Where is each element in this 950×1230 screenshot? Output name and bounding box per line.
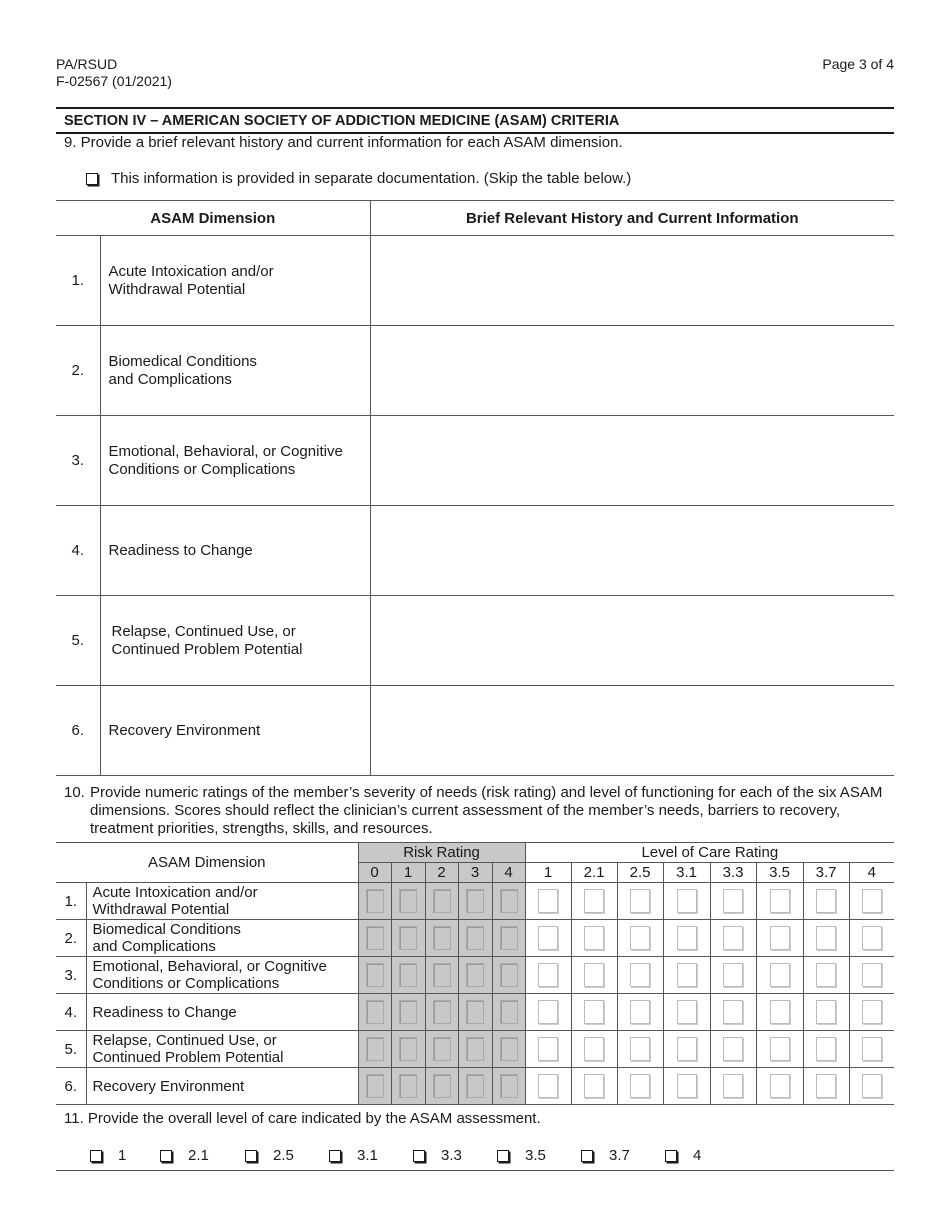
loc-rating-checkbox[interactable] [723,1074,743,1098]
loc-rating-checkbox[interactable] [770,889,790,913]
loc-rating-cell [756,994,803,1031]
loc-col-header: 4 [849,863,894,883]
dimension-label: Emotional, Behavioral, or Cognitive Conditions or Complications [86,957,358,994]
table-row [56,1068,894,1105]
loc-rating-checkbox[interactable] [816,1000,836,1024]
loc-rating-cell [849,883,894,920]
loc-rating-checkbox[interactable] [538,1074,558,1098]
risk-rating-cell [458,1068,492,1105]
col-history: Brief Relevant History and Current Information [370,201,894,236]
risk-rating-checkbox[interactable] [466,1074,484,1098]
risk-rating-cell [425,920,458,957]
risk-rating-cell [391,994,425,1031]
asam-history-table [56,200,894,776]
loc-rating-checkbox[interactable] [862,926,882,950]
loc-rating-checkbox[interactable] [677,926,697,950]
risk-col-header: 0 [358,863,391,883]
overall-loc-option[interactable] [329,1147,413,1164]
loc-col-header: 3.1 [663,863,710,883]
loc-rating-checkbox[interactable] [723,889,743,913]
risk-rating-checkbox[interactable] [399,1074,417,1098]
loc-rating-cell [525,957,571,994]
dimension-label: Recovery Environment [86,1068,358,1105]
risk-rating-cell [358,1068,391,1105]
loc-rating-cell [571,1031,617,1068]
loc-rating-cell [756,1031,803,1068]
history-input-dim2[interactable] [370,326,894,416]
risk-rating-checkbox[interactable] [500,889,518,913]
loc-rating-cell [663,883,710,920]
loc-rating-cell [663,1031,710,1068]
loc-rating-cell [663,957,710,994]
overall-loc-label: 2.5 [273,1147,294,1164]
loc-rating-cell [756,957,803,994]
loc-rating-checkbox[interactable] [538,963,558,987]
loc-rating-checkbox[interactable] [630,1074,650,1098]
loc-rating-checkbox[interactable] [816,963,836,987]
row-number: 3. [56,957,86,994]
skip-table-checkbox[interactable] [86,173,98,185]
loc-col-header: 2.1 [571,863,617,883]
overall-loc-checkbox[interactable] [329,1150,341,1162]
risk-rating-cell [492,1068,525,1105]
risk-rating-cell [425,883,458,920]
risk-rating-cell [358,994,391,1031]
risk-rating-cell [391,1068,425,1105]
loc-rating-checkbox[interactable] [584,1037,604,1061]
table-row [56,920,894,957]
loc-rating-cell [525,883,571,920]
overall-loc-checkbox[interactable] [581,1150,593,1162]
loc-col-header: 2.5 [617,863,663,883]
question-10: 10. Provide numeric ratings of the member’s severity of needs (risk rating) and level of functioning for each of the six ASAM dimensions. Scores should reflect the clinician’s current assessment of the member’s needs, barriers to recovery, treatment priorities, strengths, skills, and resources. [64,784,883,837]
loc-rating-checkbox[interactable] [816,889,836,913]
row-number: 2. [56,920,86,957]
loc-rating-cell [849,1068,894,1105]
loc-rating-checkbox[interactable] [677,1000,697,1024]
loc-rating-cell [525,1031,571,1068]
loc-rating-cell [803,883,849,920]
loc-rating-cell [710,883,756,920]
risk-rating-checkbox[interactable] [466,1000,484,1024]
table-row [56,994,894,1031]
loc-rating-checkbox[interactable] [723,926,743,950]
risk-rating-cell [458,957,492,994]
risk-rating-checkbox[interactable] [433,926,451,950]
overall-loc-label: 1 [118,1147,127,1164]
table-row [56,1031,894,1068]
overall-loc-label: 3.1 [357,1147,378,1164]
overall-loc-option[interactable] [245,1147,329,1164]
risk-rating-cell [391,957,425,994]
overall-loc-option[interactable] [413,1147,497,1164]
question-9: 9. Provide a brief relevant history and current information for each ASAM dimension. [64,134,623,151]
loc-rating-cell [803,920,849,957]
risk-rating-checkbox[interactable] [399,963,417,987]
risk-rating-cell [492,957,525,994]
risk-rating-checkbox[interactable] [500,1000,518,1024]
loc-rating-cell [803,1031,849,1068]
row-number: 1. [56,236,100,326]
form-program: PA/RSUD [56,56,118,72]
risk-rating-checkbox[interactable] [366,1000,384,1024]
overall-loc-label: 3.7 [609,1147,630,1164]
loc-rating-checkbox[interactable] [862,1074,882,1098]
risk-rating-checkbox[interactable] [366,1037,384,1061]
loc-rating-checkbox[interactable] [723,1037,743,1061]
loc-rating-checkbox[interactable] [584,1000,604,1024]
risk-rating-cell [391,883,425,920]
risk-rating-cell [492,920,525,957]
loc-rating-cell [617,994,663,1031]
risk-rating-checkbox[interactable] [433,1000,451,1024]
history-input-dim6[interactable] [370,686,894,776]
overall-loc-label: 3.5 [525,1147,546,1164]
risk-rating-cell [458,883,492,920]
overall-loc-option[interactable] [581,1147,665,1164]
loc-rating-cell [849,920,894,957]
loc-rating-checkbox[interactable] [677,1037,697,1061]
loc-rating-checkbox[interactable] [584,926,604,950]
risk-rating-checkbox[interactable] [366,926,384,950]
loc-rating-cell [525,1068,571,1105]
loc-rating-cell [756,883,803,920]
loc-rating-checkbox[interactable] [630,963,650,987]
overall-loc-checkbox[interactable] [497,1150,509,1162]
dimension-label: Relapse, Continued Use, or Continued Problem Potential [86,1031,358,1068]
risk-col-header: 3 [458,863,492,883]
risk-rating-cell [391,1031,425,1068]
overall-loc-checkbox[interactable] [160,1150,172,1162]
asam-rating-table [56,842,894,1105]
risk-col-header: 2 [425,863,458,883]
risk-rating-cell [492,994,525,1031]
overall-loc-option[interactable] [90,1147,160,1164]
overall-loc-checkbox[interactable] [665,1150,677,1162]
loc-rating-checkbox[interactable] [584,1074,604,1098]
overall-loc-label: 4 [693,1147,702,1164]
loc-rating-cell [617,1031,663,1068]
risk-rating-checkbox[interactable] [433,1037,451,1061]
question-11: 11. Provide the overall level of care indicated by the ASAM assessment. [64,1110,541,1127]
overall-loc-option[interactable] [665,1147,725,1164]
loc-rating-checkbox[interactable] [538,1037,558,1061]
risk-rating-cell [458,1031,492,1068]
dimension-label: Acute Intoxication and/or Withdrawal Potential [86,883,358,920]
table-row [56,957,894,994]
loc-rating-cell [710,1068,756,1105]
risk-rating-checkbox[interactable] [366,1074,384,1098]
bottom-divider [56,1170,894,1171]
overall-loc-checkbox[interactable] [90,1150,102,1162]
row-number: 6. [56,1068,86,1105]
loc-rating-cell [710,957,756,994]
risk-rating-checkbox[interactable] [466,963,484,987]
page-number: Page 3 of 4 [822,56,894,72]
risk-rating-cell [358,920,391,957]
loc-rating-cell [617,920,663,957]
loc-rating-cell [617,883,663,920]
dimension-label: Relapse, Continued Use, or Continued Problem Potential [100,596,370,686]
table-row [56,596,894,686]
loc-rating-checkbox[interactable] [862,1000,882,1024]
risk-rating-checkbox[interactable] [500,926,518,950]
loc-rating-checkbox[interactable] [538,1000,558,1024]
risk-rating-checkbox[interactable] [466,926,484,950]
loc-rating-checkbox[interactable] [770,963,790,987]
dimension-label: Recovery Environment [100,686,370,776]
skip-table-option[interactable] [86,170,631,187]
loc-rating-checkbox[interactable] [723,963,743,987]
table-row [56,416,894,506]
row-number: 2. [56,326,100,416]
loc-rating-checkbox[interactable] [538,889,558,913]
loc-rating-cell [849,957,894,994]
dimension-label: Readiness to Change [100,506,370,596]
risk-rating-cell [492,883,525,920]
overall-loc-option[interactable] [497,1147,581,1164]
risk-rating-cell [425,1068,458,1105]
row-number: 4. [56,506,100,596]
loc-rating-checkbox[interactable] [584,963,604,987]
risk-rating-checkbox[interactable] [399,1037,417,1061]
risk-rating-cell [358,883,391,920]
table-row [56,326,894,416]
loc-rating-cell [663,994,710,1031]
risk-rating-checkbox[interactable] [500,1074,518,1098]
risk-rating-checkbox[interactable] [399,1000,417,1024]
loc-rating-cell [710,994,756,1031]
loc-rating-cell [571,1068,617,1105]
loc-rating-cell [803,1068,849,1105]
loc-rating-checkbox[interactable] [677,963,697,987]
loc-rating-checkbox[interactable] [538,926,558,950]
risk-rating-checkbox[interactable] [433,963,451,987]
risk-rating-cell [458,994,492,1031]
section-title: SECTION IV – AMERICAN SOCIETY OF ADDICTION MEDICINE (ASAM) CRITERIA [56,107,894,134]
loc-rating-cell [571,920,617,957]
loc-rating-cell [803,994,849,1031]
row-number: 3. [56,416,100,506]
loc-rating-cell [710,1031,756,1068]
risk-rating-cell [492,1031,525,1068]
loc-rating-cell [571,883,617,920]
loc-col-header: 3.3 [710,863,756,883]
table-row [56,236,894,326]
row-number: 5. [56,596,100,686]
risk-col-header: 1 [391,863,425,883]
risk-rating-checkbox[interactable] [433,1074,451,1098]
loc-col-header: 1 [525,863,571,883]
loc-rating-cell [571,994,617,1031]
loc-rating-checkbox[interactable] [770,926,790,950]
loc-rating-checkbox[interactable] [584,889,604,913]
loc-rating-checkbox[interactable] [677,1074,697,1098]
loc-rating-cell [849,1031,894,1068]
risk-rating-cell [425,1031,458,1068]
loc-rating-cell [525,994,571,1031]
loc-rating-cell [849,994,894,1031]
level-of-care-header: Level of Care Rating [525,843,894,863]
form-number: F-02567 (01/2021) [56,73,172,89]
risk-rating-checkbox[interactable] [433,889,451,913]
overall-loc-label: 3.3 [441,1147,462,1164]
col-asam-dimension: ASAM Dimension [56,843,358,883]
loc-rating-cell [617,957,663,994]
loc-rating-cell [710,920,756,957]
overall-loc-label: 2.1 [188,1147,209,1164]
risk-rating-checkbox[interactable] [366,889,384,913]
dimension-label: Biomedical Conditions and Complications [86,920,358,957]
loc-rating-checkbox[interactable] [630,1000,650,1024]
loc-rating-cell [525,920,571,957]
loc-rating-checkbox[interactable] [630,1037,650,1061]
table-row [56,883,894,920]
loc-rating-cell [756,1068,803,1105]
loc-rating-checkbox[interactable] [630,889,650,913]
overall-loc-checkbox[interactable] [413,1150,425,1162]
risk-rating-cell [391,920,425,957]
loc-rating-cell [663,920,710,957]
row-number: 6. [56,686,100,776]
loc-rating-checkbox[interactable] [862,963,882,987]
history-input-dim1[interactable] [370,236,894,326]
table-row [56,686,894,776]
form-id-block [56,56,172,90]
loc-rating-checkbox[interactable] [770,1037,790,1061]
dimension-label: Biomedical Conditions and Complications [100,326,370,416]
loc-rating-cell [571,957,617,994]
loc-rating-cell [617,1068,663,1105]
dimension-label: Acute Intoxication and/or Withdrawal Potential [100,236,370,326]
risk-rating-cell [425,994,458,1031]
loc-col-header: 3.7 [803,863,849,883]
risk-rating-checkbox[interactable] [366,963,384,987]
risk-rating-cell [358,957,391,994]
loc-rating-checkbox[interactable] [816,1074,836,1098]
overall-loc-checkbox[interactable] [245,1150,257,1162]
row-number: 5. [56,1031,86,1068]
loc-rating-checkbox[interactable] [630,926,650,950]
risk-rating-cell [425,957,458,994]
dimension-label: Emotional, Behavioral, or Cognitive Conditions or Complications [100,416,370,506]
row-number: 4. [56,994,86,1031]
loc-rating-checkbox[interactable] [816,926,836,950]
risk-rating-checkbox[interactable] [500,1037,518,1061]
loc-rating-cell [663,1068,710,1105]
history-input-dim5[interactable] [370,596,894,686]
risk-rating-checkbox[interactable] [399,926,417,950]
risk-rating-checkbox[interactable] [500,963,518,987]
risk-col-header: 4 [492,863,525,883]
dimension-label: Readiness to Change [86,994,358,1031]
loc-rating-checkbox[interactable] [677,889,697,913]
loc-rating-checkbox[interactable] [770,1074,790,1098]
row-number: 1. [56,883,86,920]
table-row [56,506,894,596]
loc-rating-checkbox[interactable] [816,1037,836,1061]
loc-col-header: 3.5 [756,863,803,883]
history-input-dim3[interactable] [370,416,894,506]
risk-rating-header: Risk Rating [358,843,525,863]
risk-rating-cell [458,920,492,957]
loc-rating-checkbox[interactable] [862,1037,882,1061]
history-input-dim4[interactable] [370,506,894,596]
risk-rating-checkbox[interactable] [466,889,484,913]
risk-rating-cell [358,1031,391,1068]
risk-rating-checkbox[interactable] [466,1037,484,1061]
loc-rating-checkbox[interactable] [862,889,882,913]
loc-rating-cell [803,957,849,994]
overall-loc-option[interactable] [160,1147,245,1164]
risk-rating-checkbox[interactable] [399,889,417,913]
col-asam-dimension: ASAM Dimension [56,201,370,236]
loc-rating-checkbox[interactable] [723,1000,743,1024]
overall-loc-options [90,1147,725,1164]
loc-rating-cell [756,920,803,957]
skip-table-label: This information is provided in separate documentation. (Skip the table below.) [111,170,632,187]
loc-rating-checkbox[interactable] [770,1000,790,1024]
